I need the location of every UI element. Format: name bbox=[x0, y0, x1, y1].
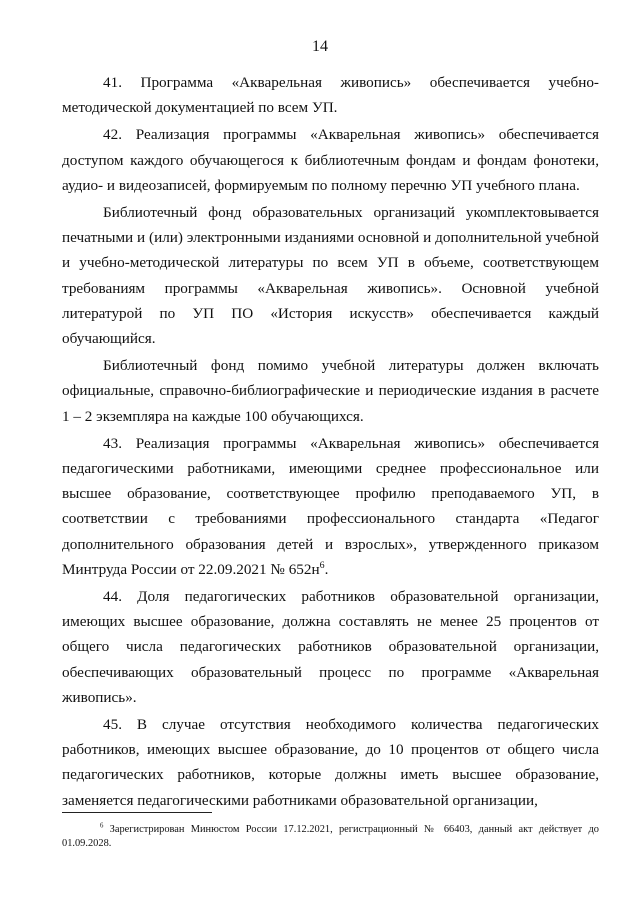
paragraph-43 bbox=[62, 431, 599, 582]
page-number: 14 bbox=[312, 38, 328, 55]
footnote-marker: 6 bbox=[100, 822, 104, 830]
footnote bbox=[62, 823, 599, 851]
paragraph-45: 45. В случае отсутствия необходимого количества педагогических работников, имеющих высшее образование, до 10 процентов от общего числа педагогических работников, которые должны иметь высшее образование, заменяется педагогическими работниками образовательной организации, bbox=[62, 716, 599, 809]
paragraph-library-fund-extra: Библиотечный фонд помимо учебной литературы должен включать официальные, справочно-библиографические и периодические издания в расчете 1 – 2 экземпляра на каждые 100 обучающихся. bbox=[62, 357, 599, 425]
footnote-text: Зарегистрирован Минюстом России 17.12.2021, регистрационный № 66403, данный акт действует до 01.09.2028. bbox=[62, 824, 599, 849]
document-body bbox=[62, 70, 599, 813]
footnote-separator bbox=[62, 812, 212, 813]
footnote-reference: 6 bbox=[319, 559, 325, 571]
paragraph-41: 41. Программа «Акварельная живопись» обеспечивается учебно-методической документацией по всем УП. bbox=[62, 74, 599, 117]
paragraph-42: 42. Реализация программы «Акварельная живопись» обеспечивается доступом каждого обучающегося к библиотечным фондам и фондам фонотеки, аудио- и видеозаписей, формируемым по полному перечню УП учебного плана. bbox=[62, 126, 599, 194]
paragraph-44: 44. Доля педагогических работников образовательной организации, имеющих высшее образование, должна составлять не менее 25 процентов от общего числа педагогических работников образовательной организации, обеспечивающих образовательный процесс по программе «Акварельная живопись». bbox=[62, 588, 599, 706]
paragraph-43-text: 43. Реализация программы «Акварельная живопись» обеспечивается педагогическими работниками, имеющими среднее профессиональное или высшее образование, соответствующее профилю преподаваемого УП, в соответствии с требованиями профессионального стандарта «Педагог дополнительного образования детей и взрослых», утвержденного приказом Минтруда России от 22.09.2021 № 652н bbox=[62, 434, 599, 578]
paragraph-library-fund: Библиотечный фонд образовательных организаций укомплектовывается печатными и (или) электронными изданиями основной и дополнительной учебной и учебно-методической литературы по всем УП в объеме, соответствующем требованиям программы «Акварельная живопись». Основной учебной литературой по УП ПО «История искусств» обеспечивается каждый обучающийся. bbox=[62, 204, 599, 348]
paragraph-43-tail: . bbox=[324, 560, 329, 578]
